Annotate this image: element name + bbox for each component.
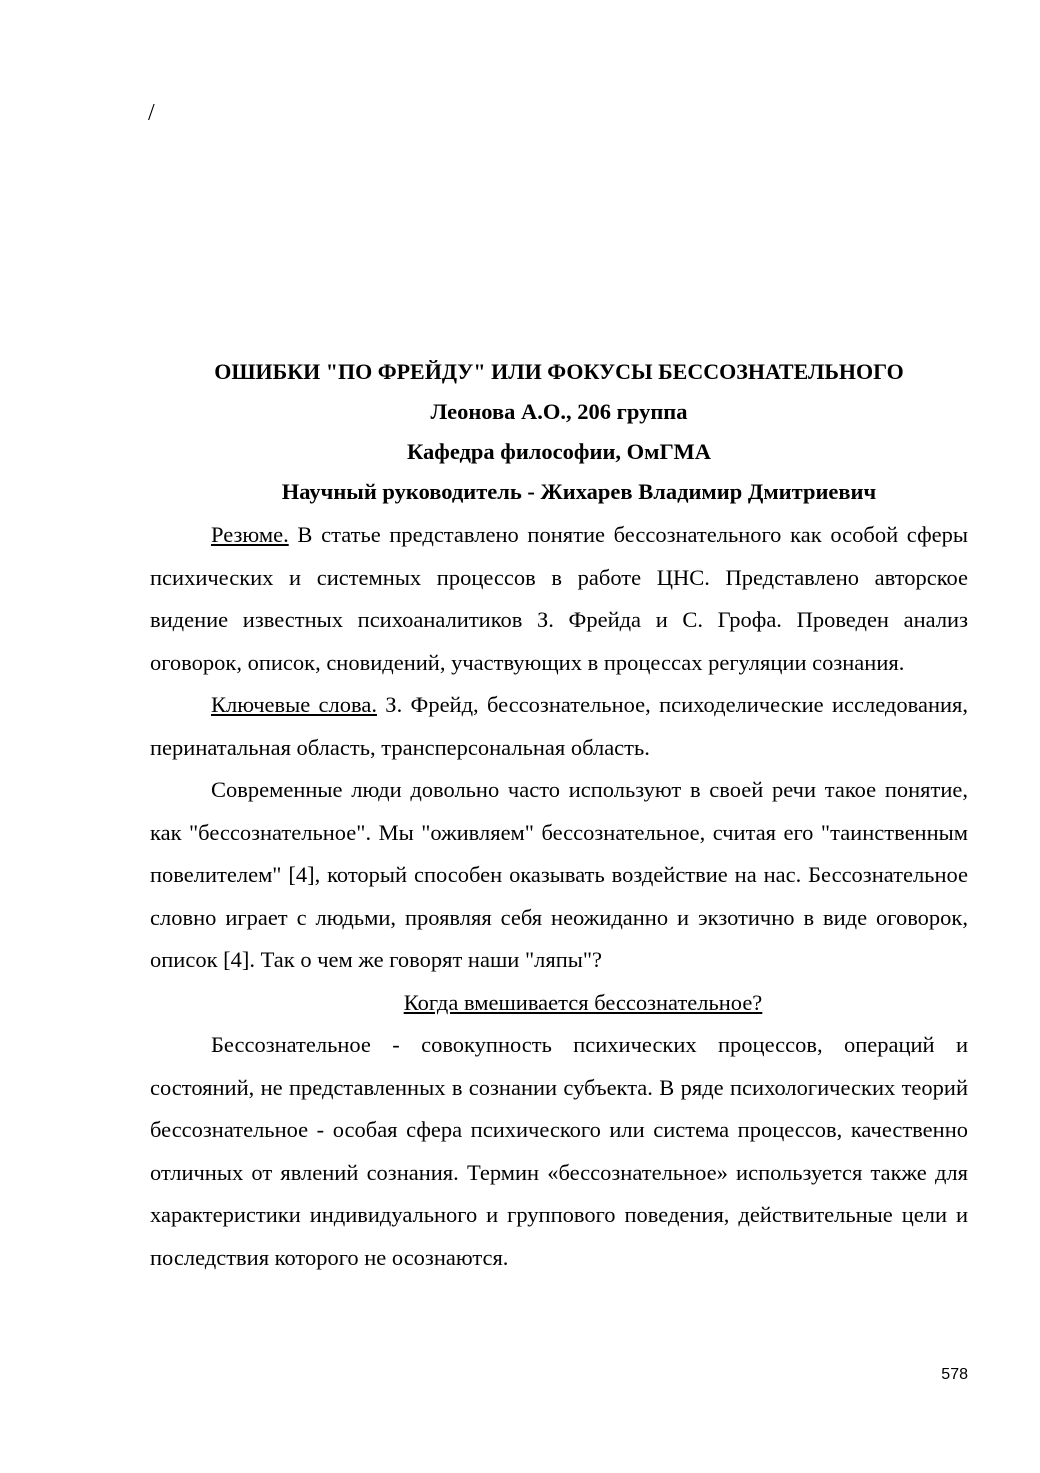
- body-paragraph-1: Современные люди довольно часто используют в своей речи такое понятие, как "бессознательное". Мы "оживляем" бессознательное, считая его "таинственным повелителем" [4], который способен оказывать воздействие на нас. Бессознательное словно играет с людьми, проявляя себя неожиданно и экзотично в виде оговорок, описок [4]. Так о чем же говорят наши "ляпы"?: [150, 777, 968, 972]
- page-number: 578: [941, 1366, 968, 1383]
- keywords-label: Ключевые слова.: [211, 692, 377, 717]
- keywords-paragraph: [150, 684, 968, 769]
- abstract-label: Резюме.: [211, 522, 289, 547]
- keywords-text: З. Фрейд, бессознательное, психоделические исследования, перинатальная область, трансперсональная область.: [150, 692, 968, 760]
- department-line: Кафедра философии, ОмГМА: [406, 439, 711, 464]
- author-line: Леонова А.О., 206 группа: [430, 399, 688, 424]
- article-title: ОШИБКИ "ПО ФРЕЙДУ" ИЛИ ФОКУСЫ БЕССОЗНАТЕЛЬНОГО: [214, 359, 904, 384]
- abstract-paragraph: [150, 514, 968, 684]
- section-heading: Когда вмешивается бессознательное?: [403, 989, 763, 1015]
- article-content: [150, 352, 968, 1279]
- supervisor-line: Научный руководитель - Жихарев Владимир Дмитриевич: [281, 479, 877, 504]
- body-paragraph-2: Бессознательное - совокупность психических процессов, операций и состояний, не представленных в сознании субъекта. В ряде психологических теорий бессознательное - особая сфера психического или система процессов, качественно отличных от явлений сознания. Термин «бессознательное» используется также для характеристики индивидуального и группового поведения, действительные цели и последствия которого не осознаются.: [150, 1032, 968, 1270]
- abstract-text: В статье представлено понятие бессознательного как особой сферы психических и системных процессов в работе ЦНС. Представлено авторское видение известных психоаналитиков З. Фрейда и С. Грофа. Проведен анализ оговорок, описок, сновидений, участвующих в процессах регуляции сознания.: [150, 522, 968, 675]
- page-mark: /: [148, 100, 155, 126]
